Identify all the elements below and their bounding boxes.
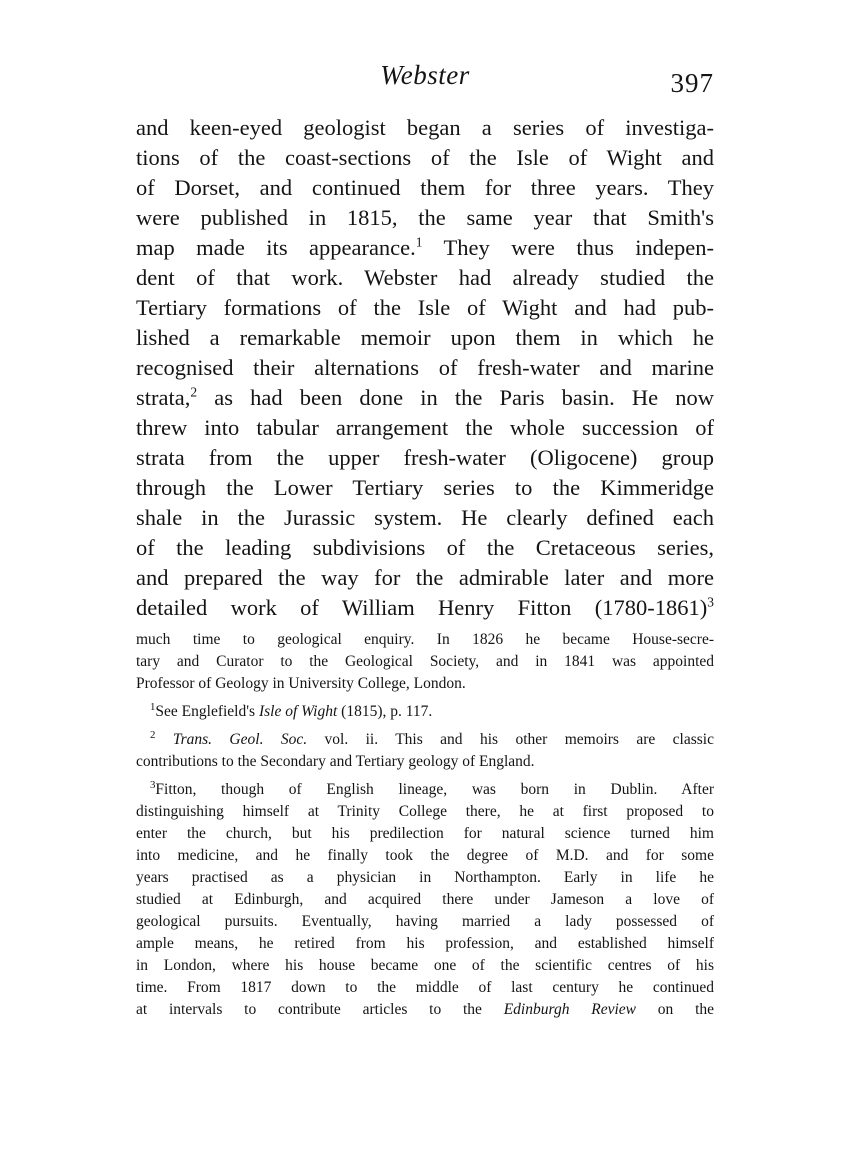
footnote-3 [136,779,714,1021]
footnote-line: Professor of Geology in University College, London. [136,675,466,692]
footnote-line: years practised as a physician in Northampton. Early in life he [136,869,714,886]
footnote-line: much time to geological enquiry. In 1826 he became House-secre- [136,631,714,648]
text-line: shale in the Jurassic system. He clearly defined each [136,505,714,530]
text-segment: See Englefield's [155,703,259,720]
page-header [136,60,714,100]
text-line: Tertiary formations of the Isle of Wight and had pub- [136,295,714,320]
footnote-reference: 1 [415,234,423,250]
text-line: through the Lower Tertiary series to the Kimmeridge [136,475,714,500]
page-body [136,113,714,1021]
cited-title: Trans. Geol. Soc. [172,731,308,748]
footnote-2 [136,729,714,773]
running-head: Webster [380,60,470,90]
footnote-line: enter the church, but his predilection for natural science turned him [136,825,714,842]
footnote-line [136,701,714,723]
text-line: lished a remarkable memoir upon them in which he [136,325,714,350]
text-line: and prepared the way for the admirable later and more [136,565,714,590]
text-segment: strata, [136,385,191,410]
text-line [136,593,714,623]
footnote-line [136,779,714,801]
footnote-line: distinguishing himself at Trinity College there, he at first proposed to [136,803,714,820]
text-line: recognised their alternations of fresh-water and marine [136,355,714,380]
text-line: of Dorset, and continued them for three years. They [136,175,714,200]
footnote-number: 1 [150,700,156,713]
footnote-line: studied at Edinburgh, and acquired there under Jameson a love of [136,891,714,908]
text-segment: Fitton, though of English lineage, was born in Dublin. After [155,781,714,798]
main-paragraph [136,113,714,623]
footnote-reference: 2 [190,384,198,400]
text-segment: on the [636,1001,715,1018]
text-line: tions of the coast-sections of the Isle of Wight and [136,145,714,170]
footnote-number: 3 [150,778,156,791]
cited-title: Isle of Wight [258,703,338,720]
text-line [136,233,714,263]
footnote-line [136,729,714,751]
footnote-line: into medicine, and he finally took the degree of M.D. and for some [136,847,714,864]
text-line: were published in 1815, the same year that Smith's [136,205,714,230]
footnote-line: tary and Curator to the Geological Society, and in 1841 was appointed [136,653,714,670]
text-segment: (1815), p. 117. [337,703,433,720]
page-number: 397 [670,68,714,98]
text-segment: at intervals to contribute articles to the [136,1001,504,1018]
footnote-line: geological pursuits. Eventually, having married a lady possessed of [136,913,714,930]
text-segment: vol. ii. This and his other memoirs are classic [307,731,714,748]
text-line: and keen-eyed geologist began a series of investiga- [136,115,714,140]
footnote-reference: 3 [707,594,714,610]
footnote-number: 2 [150,728,156,741]
text-segment: as had been done in the Paris basin. He now [197,385,714,410]
text-line: of the leading subdivisions of the Cretaceous series, [136,535,714,560]
text-line: threw into tabular arrangement the whole succession of [136,415,714,440]
continued-footnote [136,629,714,695]
text-line [136,383,714,413]
footnote-line: in London, where his house became one of the scientific centres of his [136,957,714,974]
cited-title: Edinburgh Review [503,1001,636,1018]
footnote-line [136,999,714,1021]
footnote-1 [136,701,714,723]
text-line: dent of that work. Webster had already studied the [136,265,714,290]
text-segment: detailed work of William Henry Fitton (1780-1861) [136,595,708,620]
text-line: strata from the upper fresh-water (Oligocene) group [136,445,714,470]
text-segment: map made its appearance. [136,235,416,260]
footnote-line: contributions to the Secondary and Tertiary geology of England. [136,753,535,770]
footnote-line: ample means, he retired from his profession, and established himself [136,935,714,952]
text-segment: They were thus indepen- [422,235,714,260]
footnote-line: time. From 1817 down to the middle of last century he continued [136,979,714,996]
